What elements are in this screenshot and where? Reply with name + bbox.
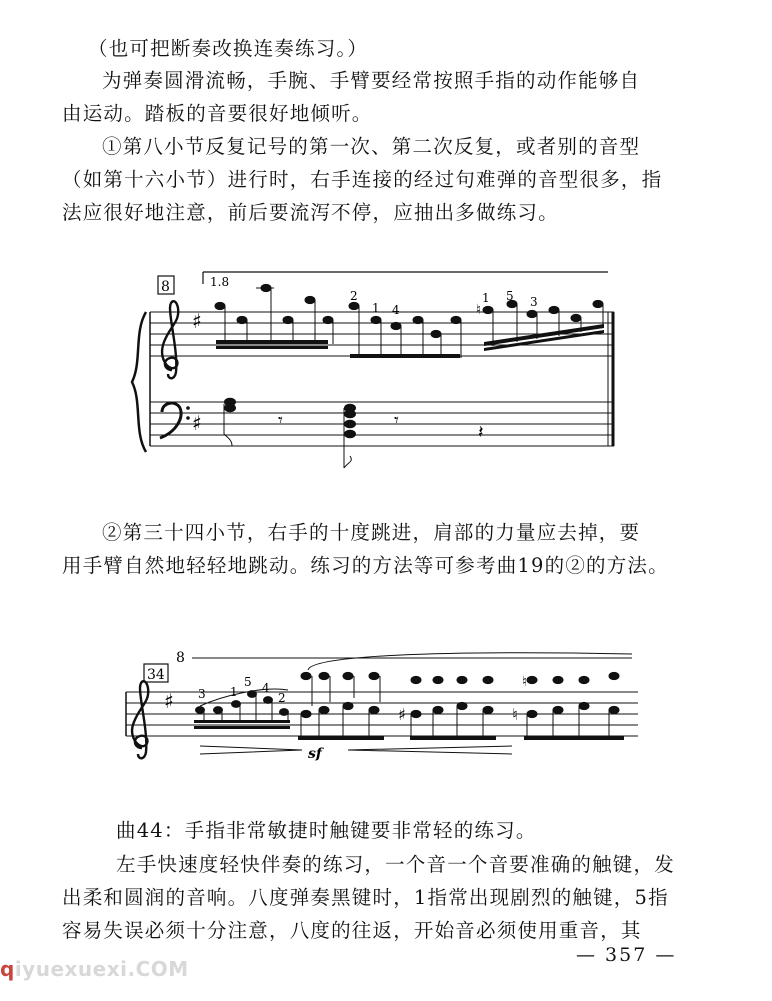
text-line: ①第八小节反复记号的第一次、第二次反复，或者别的音型 — [102, 135, 641, 158]
text-line: 为弹奏圆滑流畅，手腕、手臂要经常按照手指的动作能够自 — [102, 69, 641, 92]
fingering: 1 — [482, 291, 490, 305]
text-line: 由运动。踏板的音要很好地倾听。 — [62, 102, 373, 125]
fingering: 3 — [198, 687, 206, 701]
bass-staff — [150, 402, 614, 446]
fingering: 1 — [372, 301, 380, 315]
treble-beamed-notes — [524, 672, 624, 740]
eighth-rest-icon: 𝄾 — [394, 410, 399, 431]
bass-chord — [224, 398, 236, 446]
fingering: 3 — [530, 295, 538, 309]
dynamic-marking: sf — [308, 746, 322, 762]
natural-sign-icon: ♮ — [512, 705, 518, 724]
key-signature-sharp-icon: ♯ — [192, 411, 202, 435]
fingering: 5 — [506, 289, 514, 303]
score-example-measure-8 — [128, 262, 620, 492]
score-example-measure-34 — [112, 640, 652, 770]
paragraph-note-legato — [88, 32, 718, 65]
text-line: （如第十六小节）进行时，右手连接的经过句难弹的音型很多，指 — [62, 168, 663, 191]
natural-sign-icon: ♮ — [476, 302, 482, 318]
phrase-slur — [308, 653, 632, 670]
quarter-rest-icon: 𝄽 — [478, 422, 484, 443]
paragraph-point-2 — [62, 516, 692, 582]
paragraph-left-hand — [62, 848, 692, 947]
paragraph-point-1 — [62, 130, 692, 229]
fingering: 2 — [278, 691, 286, 705]
text-line: 容易失误必须十分注意，八度的往返，开始音必须使用重音，其 — [62, 919, 642, 942]
paragraph-piece-44-title — [116, 814, 746, 847]
fingering: 5 — [244, 675, 252, 689]
treble-clef-icon — [132, 681, 148, 758]
text-line: 曲44：手指非常敏捷时触键要非常轻的练习。 — [116, 819, 537, 842]
key-signature-sharp-icon: ♯ — [192, 309, 202, 333]
measure-number: 34 — [147, 667, 165, 683]
site-watermark: qiyuexuexi.COM — [0, 957, 189, 981]
ottava-label: 1.8 — [210, 275, 230, 289]
key-signature-sharp-icon: ♯ — [164, 689, 174, 713]
bass-chord — [344, 404, 356, 468]
treble-beamed-notes — [349, 302, 461, 358]
fingering: 2 — [350, 289, 358, 303]
treble-clef-icon — [162, 301, 178, 378]
text-line: 用手臂自然地轻轻地跳动。练习的方法等可参考曲19的②的方法。 — [62, 554, 669, 577]
treble-beamed-notes — [215, 284, 333, 349]
text-line: 左手快速度轻快伴奏的练习，一个音一个音要准确的触键，发 — [116, 853, 675, 876]
decrescendo-hairpin — [348, 746, 512, 754]
paragraph-wrist-arm — [62, 64, 692, 130]
fingering: 1 — [230, 685, 238, 699]
bass-clef-icon — [160, 403, 181, 438]
measure-number: 8 — [161, 279, 170, 295]
text-line: （也可把断奏改换连奏练习。） — [88, 37, 369, 60]
page-number: — 357 — — [576, 944, 677, 966]
ottava-label: 8 — [176, 650, 185, 666]
sharp-sign-icon: ♯ — [398, 705, 406, 724]
text-line: ②第三十四小节，右手的十度跳进，肩部的力量应去掉，要 — [102, 521, 641, 544]
eighth-rest-icon: 𝄾 — [278, 410, 283, 431]
fingering: 4 — [392, 303, 400, 317]
treble-beamed-notes — [410, 676, 496, 740]
text-line: 法应很好地注意，前后要流泻不停，应抽出多做练习。 — [62, 201, 559, 224]
treble-beamed-notes — [483, 300, 604, 351]
text-line: 出柔和圆润的音响。八度弹奏黑键时，1指常出现剧烈的触键，5指 — [62, 886, 669, 909]
fingering: 4 — [262, 681, 270, 695]
natural-sign-icon: ♮ — [522, 674, 528, 690]
treble-beamed-notes — [194, 691, 290, 729]
grand-staff-brace — [132, 312, 146, 452]
crescendo-hairpin — [200, 746, 302, 754]
treble-beamed-notes — [298, 672, 384, 740]
